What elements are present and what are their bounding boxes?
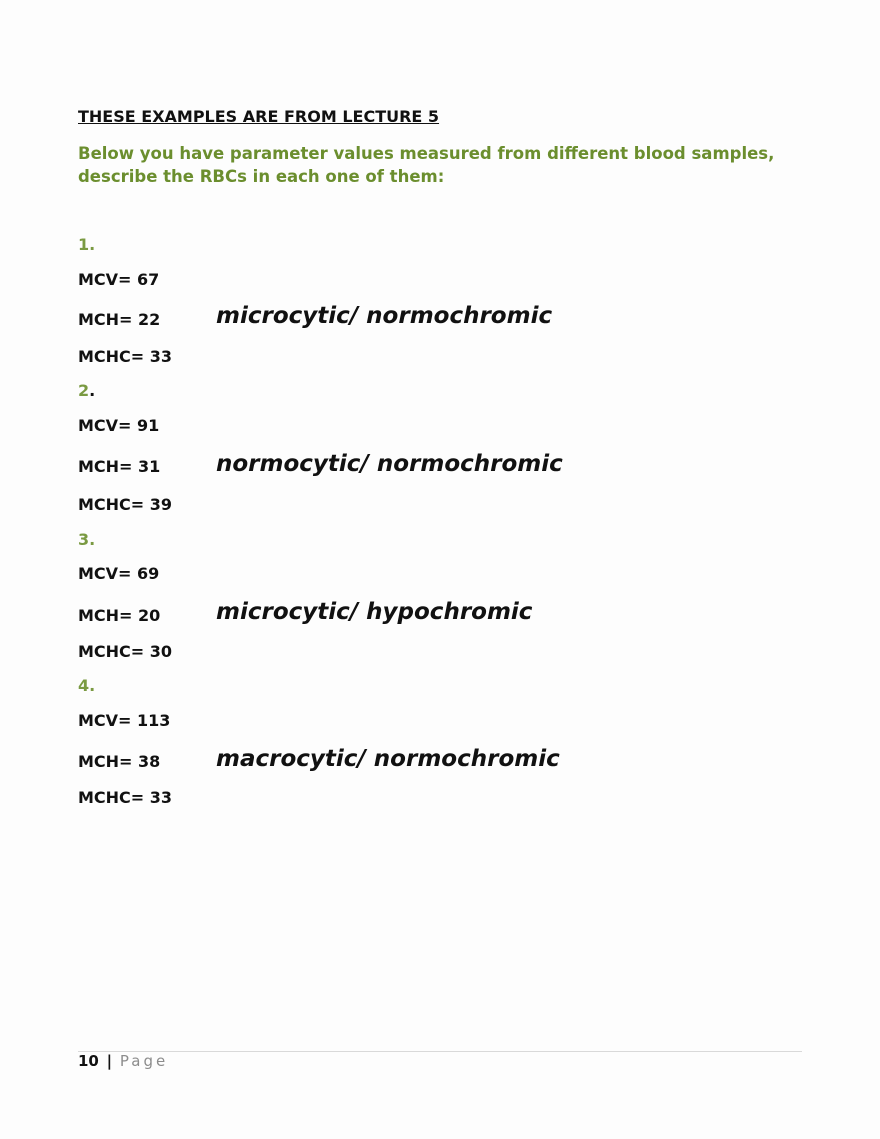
intro-instruction: Below you have parameter values measured from different blood samples, describe the RBCs in each one of them: <box>78 144 775 186</box>
footer-separator: | <box>106 1052 113 1070</box>
sample-4-mch: MCH= 38 <box>78 752 161 771</box>
sample-3-mcv: MCV= 69 <box>78 564 160 583</box>
sample-2-number: 2. <box>78 381 96 400</box>
sample-1-number: 1. <box>78 235 96 254</box>
sample-4-mchc: MCHC= 33 <box>78 788 173 807</box>
sample-2-answer: normocytic/ normochromic <box>216 451 563 477</box>
sample-4-answer: macrocytic/ normochromic <box>216 746 560 772</box>
sample-1-answer: microcytic/ normochromic <box>216 303 553 329</box>
footer-divider <box>78 1051 802 1052</box>
sample-2-mchc: MCHC= 39 <box>78 495 173 514</box>
page-number: 10 <box>78 1052 99 1070</box>
section-heading: THESE EXAMPLES ARE FROM LECTURE 5 <box>78 107 440 126</box>
sample-3-mchc: MCHC= 30 <box>78 642 173 661</box>
sample-4-number: 4. <box>78 676 96 695</box>
sample-3-answer: microcytic/ hypochromic <box>216 599 533 625</box>
sample-2-mch: MCH= 31 <box>78 457 161 476</box>
sample-3-number: 3. <box>78 530 96 549</box>
sample-3-mch: MCH= 20 <box>78 606 161 625</box>
page-footer <box>78 1052 168 1070</box>
sample-4-mcv: MCV= 113 <box>78 711 171 730</box>
page-label: Page <box>119 1052 169 1070</box>
sample-1-mchc: MCHC= 33 <box>78 347 173 366</box>
sample-1-mcv: MCV= 67 <box>78 270 160 289</box>
sample-2-mcv: MCV= 91 <box>78 416 160 435</box>
sample-1-mch: MCH= 22 <box>78 310 161 329</box>
